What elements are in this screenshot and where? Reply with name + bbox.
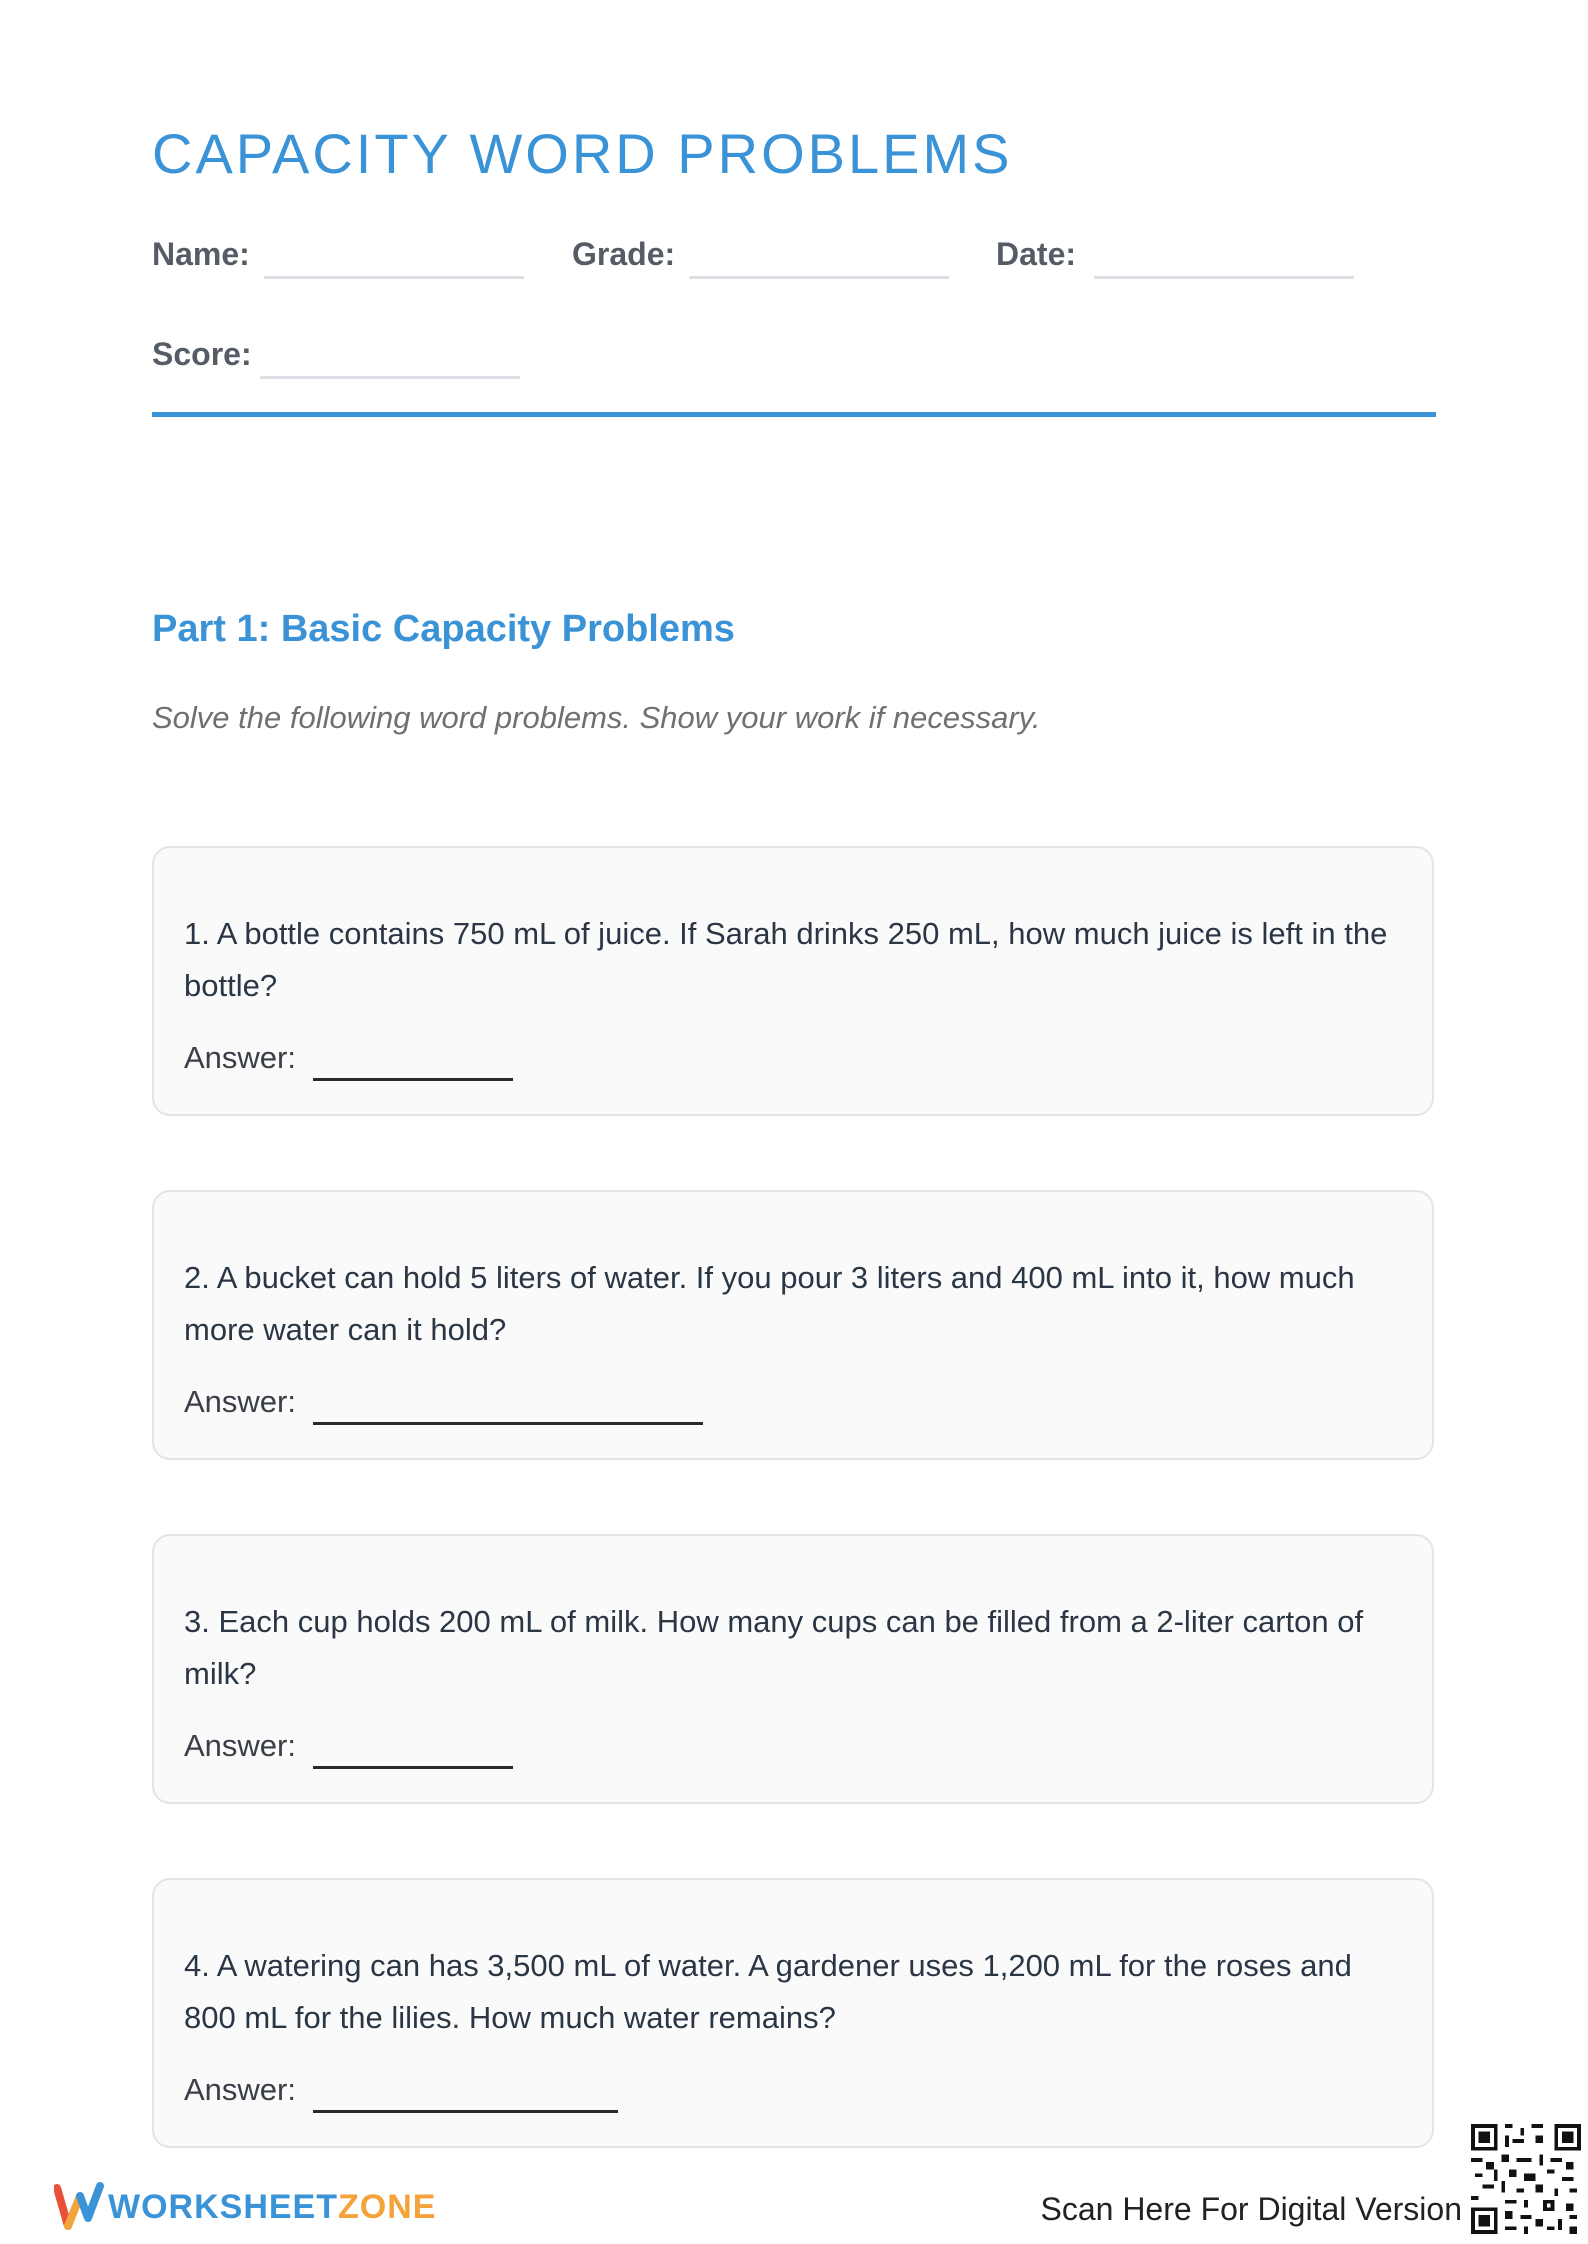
qr-code-icon[interactable] [1471,2124,1581,2234]
score-field[interactable] [260,376,520,379]
problem-card-4 [152,1878,1434,2148]
section-title: Part 1: Basic Capacity Problems [152,608,735,650]
scan-caption: Scan Here For Digital Version [1040,2191,1462,2227]
page-title: CAPACITY WORD PROBLEMS [152,122,1013,185]
answer-field[interactable] [313,1422,703,1425]
answer-label: Answer: [184,2072,296,2107]
problem-text: 2. A bucket can hold 5 liters of water. If you pour 3 liters and 400 mL into it, how much more water can it hold? [184,1260,1355,1347]
brand-name-part1: WORKSHEET [108,2188,338,2226]
answer-label: Answer: [184,1040,296,1075]
grade-label: Grade: [572,236,676,272]
date-label: Date: [996,236,1077,272]
date-field[interactable] [1094,276,1354,279]
problem-text: 1. A bottle contains 750 mL of juice. If Sarah drinks 250 mL, how much juice is left in the bottle? [184,916,1388,1003]
answer-label: Answer: [184,1384,296,1419]
answer-field[interactable] [313,1078,513,1081]
brand-name [108,2187,436,2227]
grade-field[interactable] [689,276,949,279]
problem-text: 4. A watering can has 3,500 mL of water. A gardener uses 1,200 mL for the roses and 800 mL for the lilies. How much water remains? [184,1948,1352,2035]
answer-field[interactable] [313,2110,618,2113]
score-label: Score: [152,336,252,372]
brand-name-part2: ZONE [338,2188,437,2226]
problem-card-3 [152,1534,1434,1804]
name-label: Name: [152,236,250,272]
problem-card-2 [152,1190,1434,1460]
name-field[interactable] [264,276,524,279]
worksheetzone-logo-icon [54,2178,104,2238]
answer-field[interactable] [313,1766,513,1769]
section-instructions: Solve the following word problems. Show your work if necessary. [152,700,1041,735]
header-divider [152,412,1436,417]
answer-label: Answer: [184,1728,296,1763]
problem-card-1 [152,846,1434,1116]
problem-text: 3. Each cup holds 200 mL of milk. How many cups can be filled from a 2-liter carton of milk? [184,1604,1364,1691]
